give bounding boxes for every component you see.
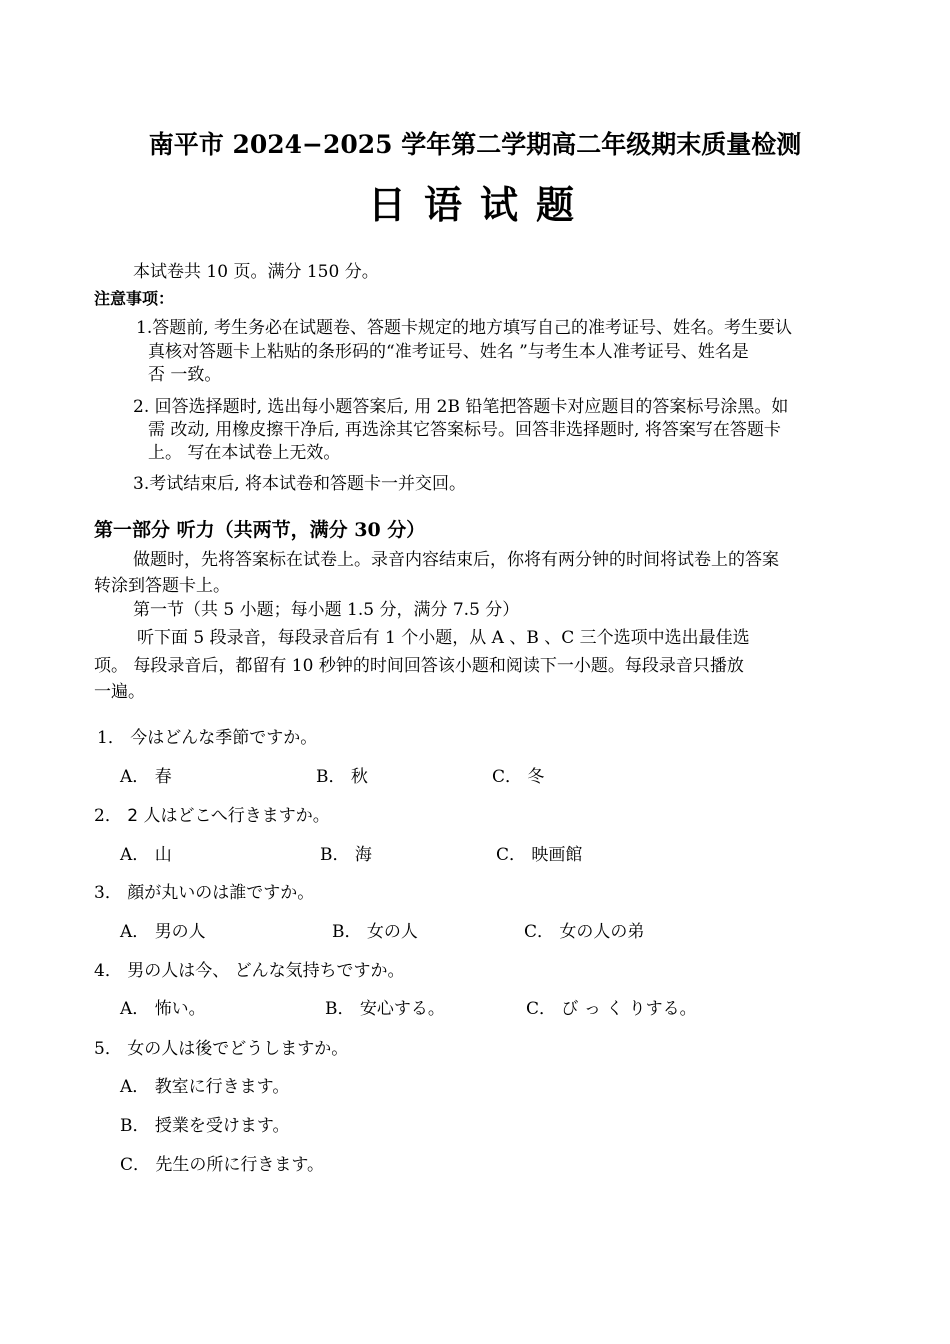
question-number: 2． xyxy=(94,806,122,826)
question-4-option-a xyxy=(120,999,206,1019)
question-number: 5． xyxy=(94,1039,122,1059)
option-text: 教室に行きます。 xyxy=(154,1077,290,1097)
section1-heading: 第一节（共 5 小题；每小题 1.5 分，满分 7.5 分） xyxy=(133,600,520,620)
option-label: C． xyxy=(496,845,527,865)
question-number: 3． xyxy=(94,883,122,903)
notice-1-line-3: 否 一致。 xyxy=(148,365,222,385)
option-label: A． xyxy=(120,922,150,942)
question-2-option-b xyxy=(320,845,372,865)
question-text: 2 人はどこへ行きますか。 xyxy=(127,806,330,826)
pages-info: 本试卷共 10 页。满分 150 分。 xyxy=(133,262,379,282)
option-text: 山 xyxy=(154,845,172,865)
part1-heading: 第一部分 听力（共两节，满分 30 分） xyxy=(94,519,426,541)
option-text: 女の人の弟 xyxy=(559,922,645,942)
question-5 xyxy=(94,1039,348,1059)
option-label: A． xyxy=(120,845,150,865)
option-label: B． xyxy=(320,845,350,865)
question-3-option-a xyxy=(120,922,206,942)
question-4-option-c xyxy=(526,999,697,1019)
option-text: 授業を受けます。 xyxy=(154,1116,290,1136)
notice-title: 注意事项： xyxy=(94,289,175,308)
notice-2-line-1: 2. 回答选择题时, 选出每小题答案后, 用 2B 铅笔把答题卡对应题目的答案标号涂黑。如 xyxy=(133,397,789,417)
option-text: び っ く りする。 xyxy=(561,999,697,1019)
option-label: C． xyxy=(120,1155,151,1175)
notice-2-line-2: 需 改动, 用橡皮擦干净后, 再选涂其它答案标号。回答非选择题时, 将答案写在答题卡 xyxy=(148,420,781,440)
option-text: 映画館 xyxy=(531,845,583,865)
question-1-option-c xyxy=(492,767,544,787)
option-text: 男の人 xyxy=(154,922,206,942)
exam-title: 南平市 2024−2025 学年第二学期高二年级期末质量检测 xyxy=(148,130,802,159)
option-label: A． xyxy=(120,999,150,1019)
option-text: 海 xyxy=(354,845,372,865)
option-text: 怖い。 xyxy=(154,999,206,1019)
option-text: 秋 xyxy=(350,767,368,787)
question-number: 4． xyxy=(94,961,122,981)
option-text: 女の人 xyxy=(366,922,418,942)
question-5-option-c xyxy=(120,1155,324,1175)
question-2 xyxy=(94,806,330,826)
question-text: 今はどんな季節ですか。 xyxy=(130,728,318,748)
option-label: B． xyxy=(332,922,362,942)
notice-1-line-2: 真核对答题卡上粘贴的条形码的“准考证号、姓名 ”与考生本人准考证号、姓名是 xyxy=(148,342,749,362)
question-number: 1． xyxy=(97,728,125,748)
question-text: 顔が丸いのは誰ですか。 xyxy=(127,883,315,903)
section1-instructions-line-2: 项。 每段录音后，都留有 10 秒钟的时间回答该小题和阅读下一小题。每段录音只播放 xyxy=(94,656,744,676)
notice-1-line-1: 1.答题前, 考生务必在试题卷、答题卡规定的地方填写自己的准考证号、姓名。考生要认 xyxy=(136,318,793,338)
option-label: B． xyxy=(316,767,346,787)
question-1 xyxy=(97,728,317,748)
section1-instructions-line-3: 一遍。 xyxy=(94,682,145,702)
question-1-option-b xyxy=(316,767,368,787)
question-5-option-b xyxy=(120,1116,290,1136)
question-text: 女の人は後でどうしますか。 xyxy=(127,1039,349,1059)
question-2-option-c xyxy=(496,845,582,865)
subject-title: 日语试题 xyxy=(367,182,592,227)
option-label: C． xyxy=(492,767,523,787)
question-3-option-b xyxy=(332,922,418,942)
question-4 xyxy=(94,961,404,981)
option-text: 春 xyxy=(154,767,172,787)
option-text: 安心する。 xyxy=(359,999,445,1019)
question-1-option-a xyxy=(120,767,172,787)
question-3-option-c xyxy=(524,922,644,942)
option-label: A． xyxy=(120,1077,150,1097)
option-label: B． xyxy=(120,1116,150,1136)
question-5-option-a xyxy=(120,1077,289,1097)
section1-instructions-line-1: 听下面 5 段录音，每段录音后有 1 个小题，从 A 、B 、C 三个选项中选出最佳选 xyxy=(137,628,750,648)
question-4-option-b xyxy=(325,999,445,1019)
question-3 xyxy=(94,883,314,903)
option-label: C． xyxy=(524,922,555,942)
part1-instructions-line-2: 转涂到答题卡上。 xyxy=(94,576,230,596)
part1-instructions-line-1: 做题时，先将答案标在试卷上。录音内容结束后，你将有两分钟的时间将试卷上的答案 xyxy=(133,550,779,570)
option-text: 冬 xyxy=(527,767,545,787)
question-2-option-a xyxy=(120,845,172,865)
option-text: 先生の所に行きます。 xyxy=(155,1155,325,1175)
question-text: 男の人は今、 どんな気持ちですか。 xyxy=(127,961,405,981)
notice-2-line-3: 上。 写在本试卷上无效。 xyxy=(148,443,341,463)
option-label: C． xyxy=(526,999,557,1019)
option-label: B． xyxy=(325,999,355,1019)
notice-3: 3.考试结束后, 将本试卷和答题卡一并交回。 xyxy=(133,474,467,494)
option-label: A． xyxy=(120,767,150,787)
